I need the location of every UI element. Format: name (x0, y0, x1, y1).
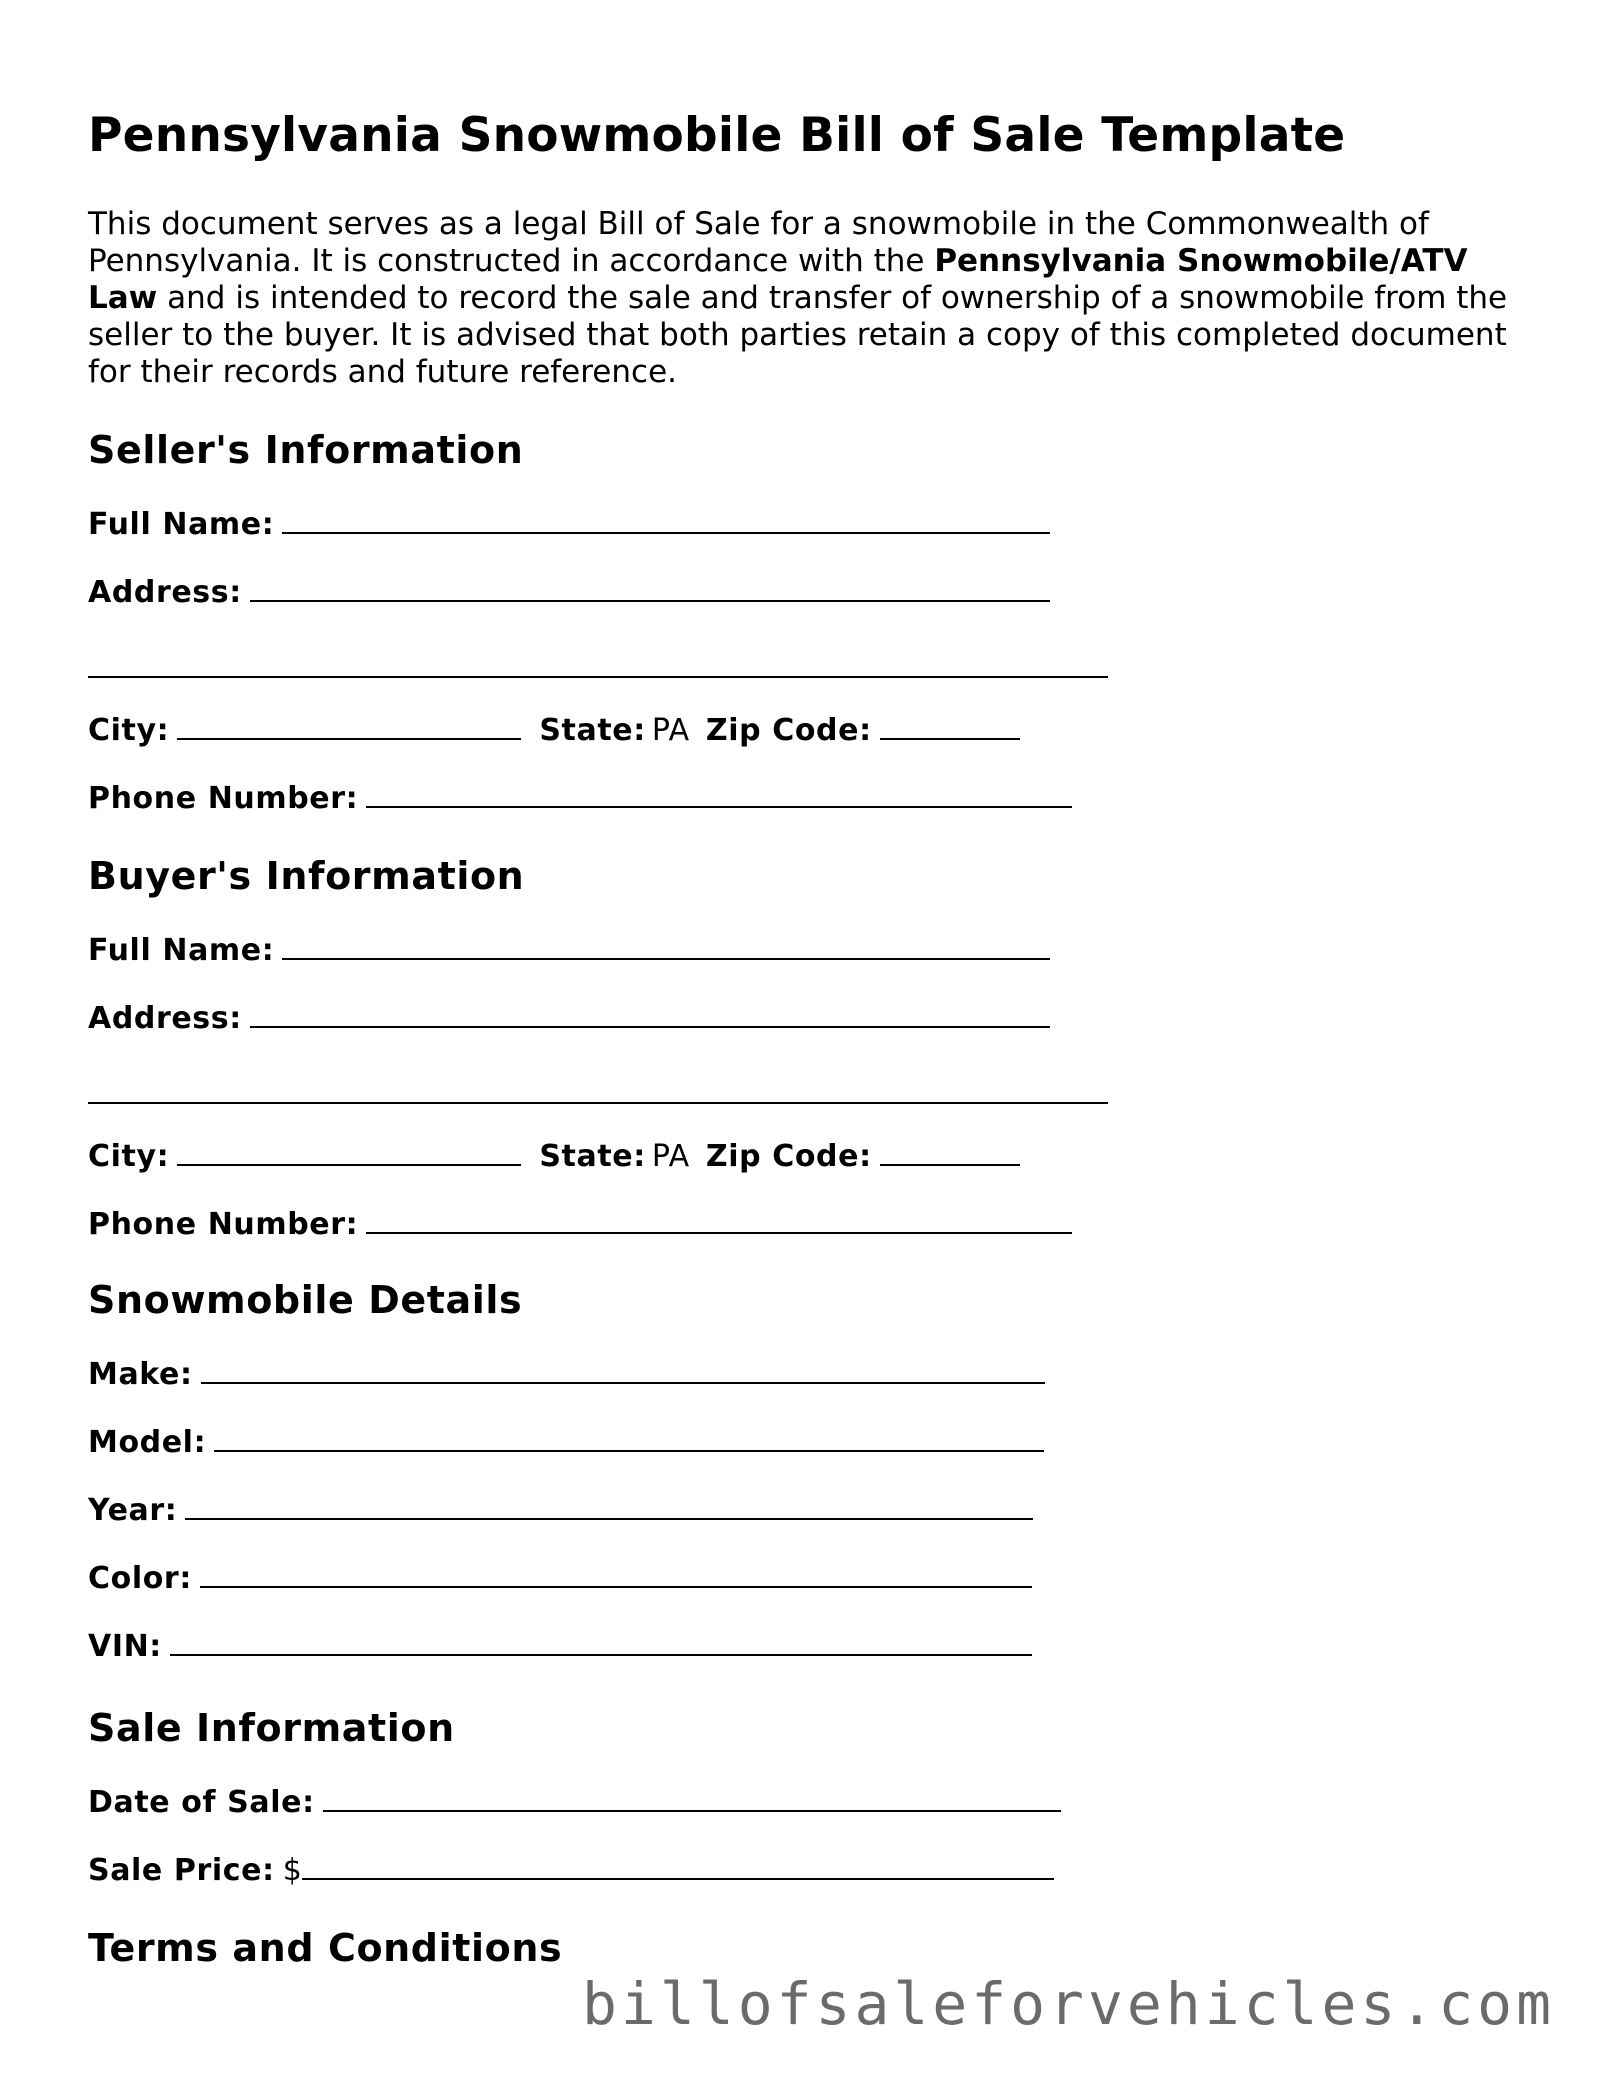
intro-law-name: Pennsylvania Snowmobile/ATV Law (88, 243, 1468, 316)
buyer-address-row (88, 1000, 1050, 1038)
make-label: Make: (88, 1357, 193, 1392)
model-field[interactable] (214, 1424, 1044, 1452)
color-row (88, 1560, 1032, 1598)
sale-price-row (88, 1852, 1054, 1890)
seller-city-field[interactable] (177, 712, 521, 740)
buyer-full-name-row (88, 932, 1050, 970)
buyer-heading: Buyer's Information (88, 854, 525, 898)
seller-state-value: PA (651, 713, 690, 748)
buyer-address-label: Address: (88, 1001, 242, 1036)
seller-phone-label: Phone Number: (88, 781, 359, 816)
buyer-state-value: PA (651, 1139, 690, 1174)
buyer-address-line-2[interactable] (88, 1102, 1108, 1104)
model-row (88, 1424, 1044, 1462)
buyer-zip-label: Zip Code: (705, 1139, 872, 1174)
date-of-sale-label: Date of Sale: (88, 1785, 315, 1820)
seller-city-label: City: (88, 713, 170, 748)
buyer-city-row (88, 1138, 1020, 1176)
make-row (88, 1356, 1045, 1394)
date-of-sale-row (88, 1784, 1061, 1822)
color-label: Color: (88, 1561, 192, 1596)
seller-zip-label: Zip Code: (705, 713, 872, 748)
buyer-state-label: State: (539, 1139, 646, 1174)
seller-state-label: State: (539, 713, 646, 748)
vin-field[interactable] (170, 1628, 1032, 1656)
terms-heading: Terms and Conditions (88, 1926, 563, 1970)
seller-full-name-field[interactable] (282, 506, 1050, 534)
intro-paragraph (88, 206, 1508, 391)
seller-city-row (88, 712, 1020, 750)
date-of-sale-field[interactable] (323, 1784, 1061, 1812)
buyer-phone-field[interactable] (366, 1206, 1072, 1234)
seller-full-name-row (88, 506, 1050, 544)
seller-phone-row (88, 780, 1072, 818)
buyer-city-label: City: (88, 1139, 170, 1174)
seller-address-line-2[interactable] (88, 676, 1108, 678)
snowmobile-heading: Snowmobile Details (88, 1278, 523, 1322)
model-label: Model: (88, 1425, 207, 1460)
year-label: Year: (88, 1493, 178, 1528)
seller-phone-field[interactable] (366, 780, 1072, 808)
seller-address-row (88, 574, 1050, 612)
sale-heading: Sale Information (88, 1706, 455, 1750)
seller-address-field[interactable] (250, 574, 1050, 602)
sale-price-label: Sale Price: (88, 1853, 275, 1888)
seller-zip-field[interactable] (880, 712, 1020, 740)
watermark: billofsaleforvehicles.com (582, 1970, 1555, 2038)
buyer-address-field[interactable] (250, 1000, 1050, 1028)
buyer-phone-row (88, 1206, 1072, 1244)
color-field[interactable] (200, 1560, 1032, 1588)
buyer-full-name-field[interactable] (282, 932, 1050, 960)
make-field[interactable] (201, 1356, 1045, 1384)
year-row (88, 1492, 1033, 1530)
intro-text-2: and is intended to record the sale and transfer of ownership of a snowmobile from the seller to the buyer. It is advised that both parties retain a copy of this completed document for their records and future reference. (88, 280, 1508, 390)
intro-text-1: This document serves as a legal Bill of Sale for a snowmobile in the Commonwealth of Pennsylvania. It is constructed in accordance with the (88, 206, 1429, 279)
vin-label: VIN: (88, 1629, 162, 1664)
seller-address-label: Address: (88, 575, 242, 610)
currency-symbol: $ (282, 1853, 303, 1888)
document-title: Pennsylvania Snowmobile Bill of Sale Template (88, 108, 1346, 163)
buyer-phone-label: Phone Number: (88, 1207, 359, 1242)
buyer-zip-field[interactable] (880, 1138, 1020, 1166)
vin-row (88, 1628, 1032, 1666)
sale-price-field[interactable] (302, 1852, 1054, 1880)
seller-full-name-label: Full Name: (88, 507, 275, 542)
buyer-city-field[interactable] (177, 1138, 521, 1166)
seller-heading: Seller's Information (88, 428, 524, 472)
year-field[interactable] (185, 1492, 1033, 1520)
buyer-full-name-label: Full Name: (88, 933, 275, 968)
